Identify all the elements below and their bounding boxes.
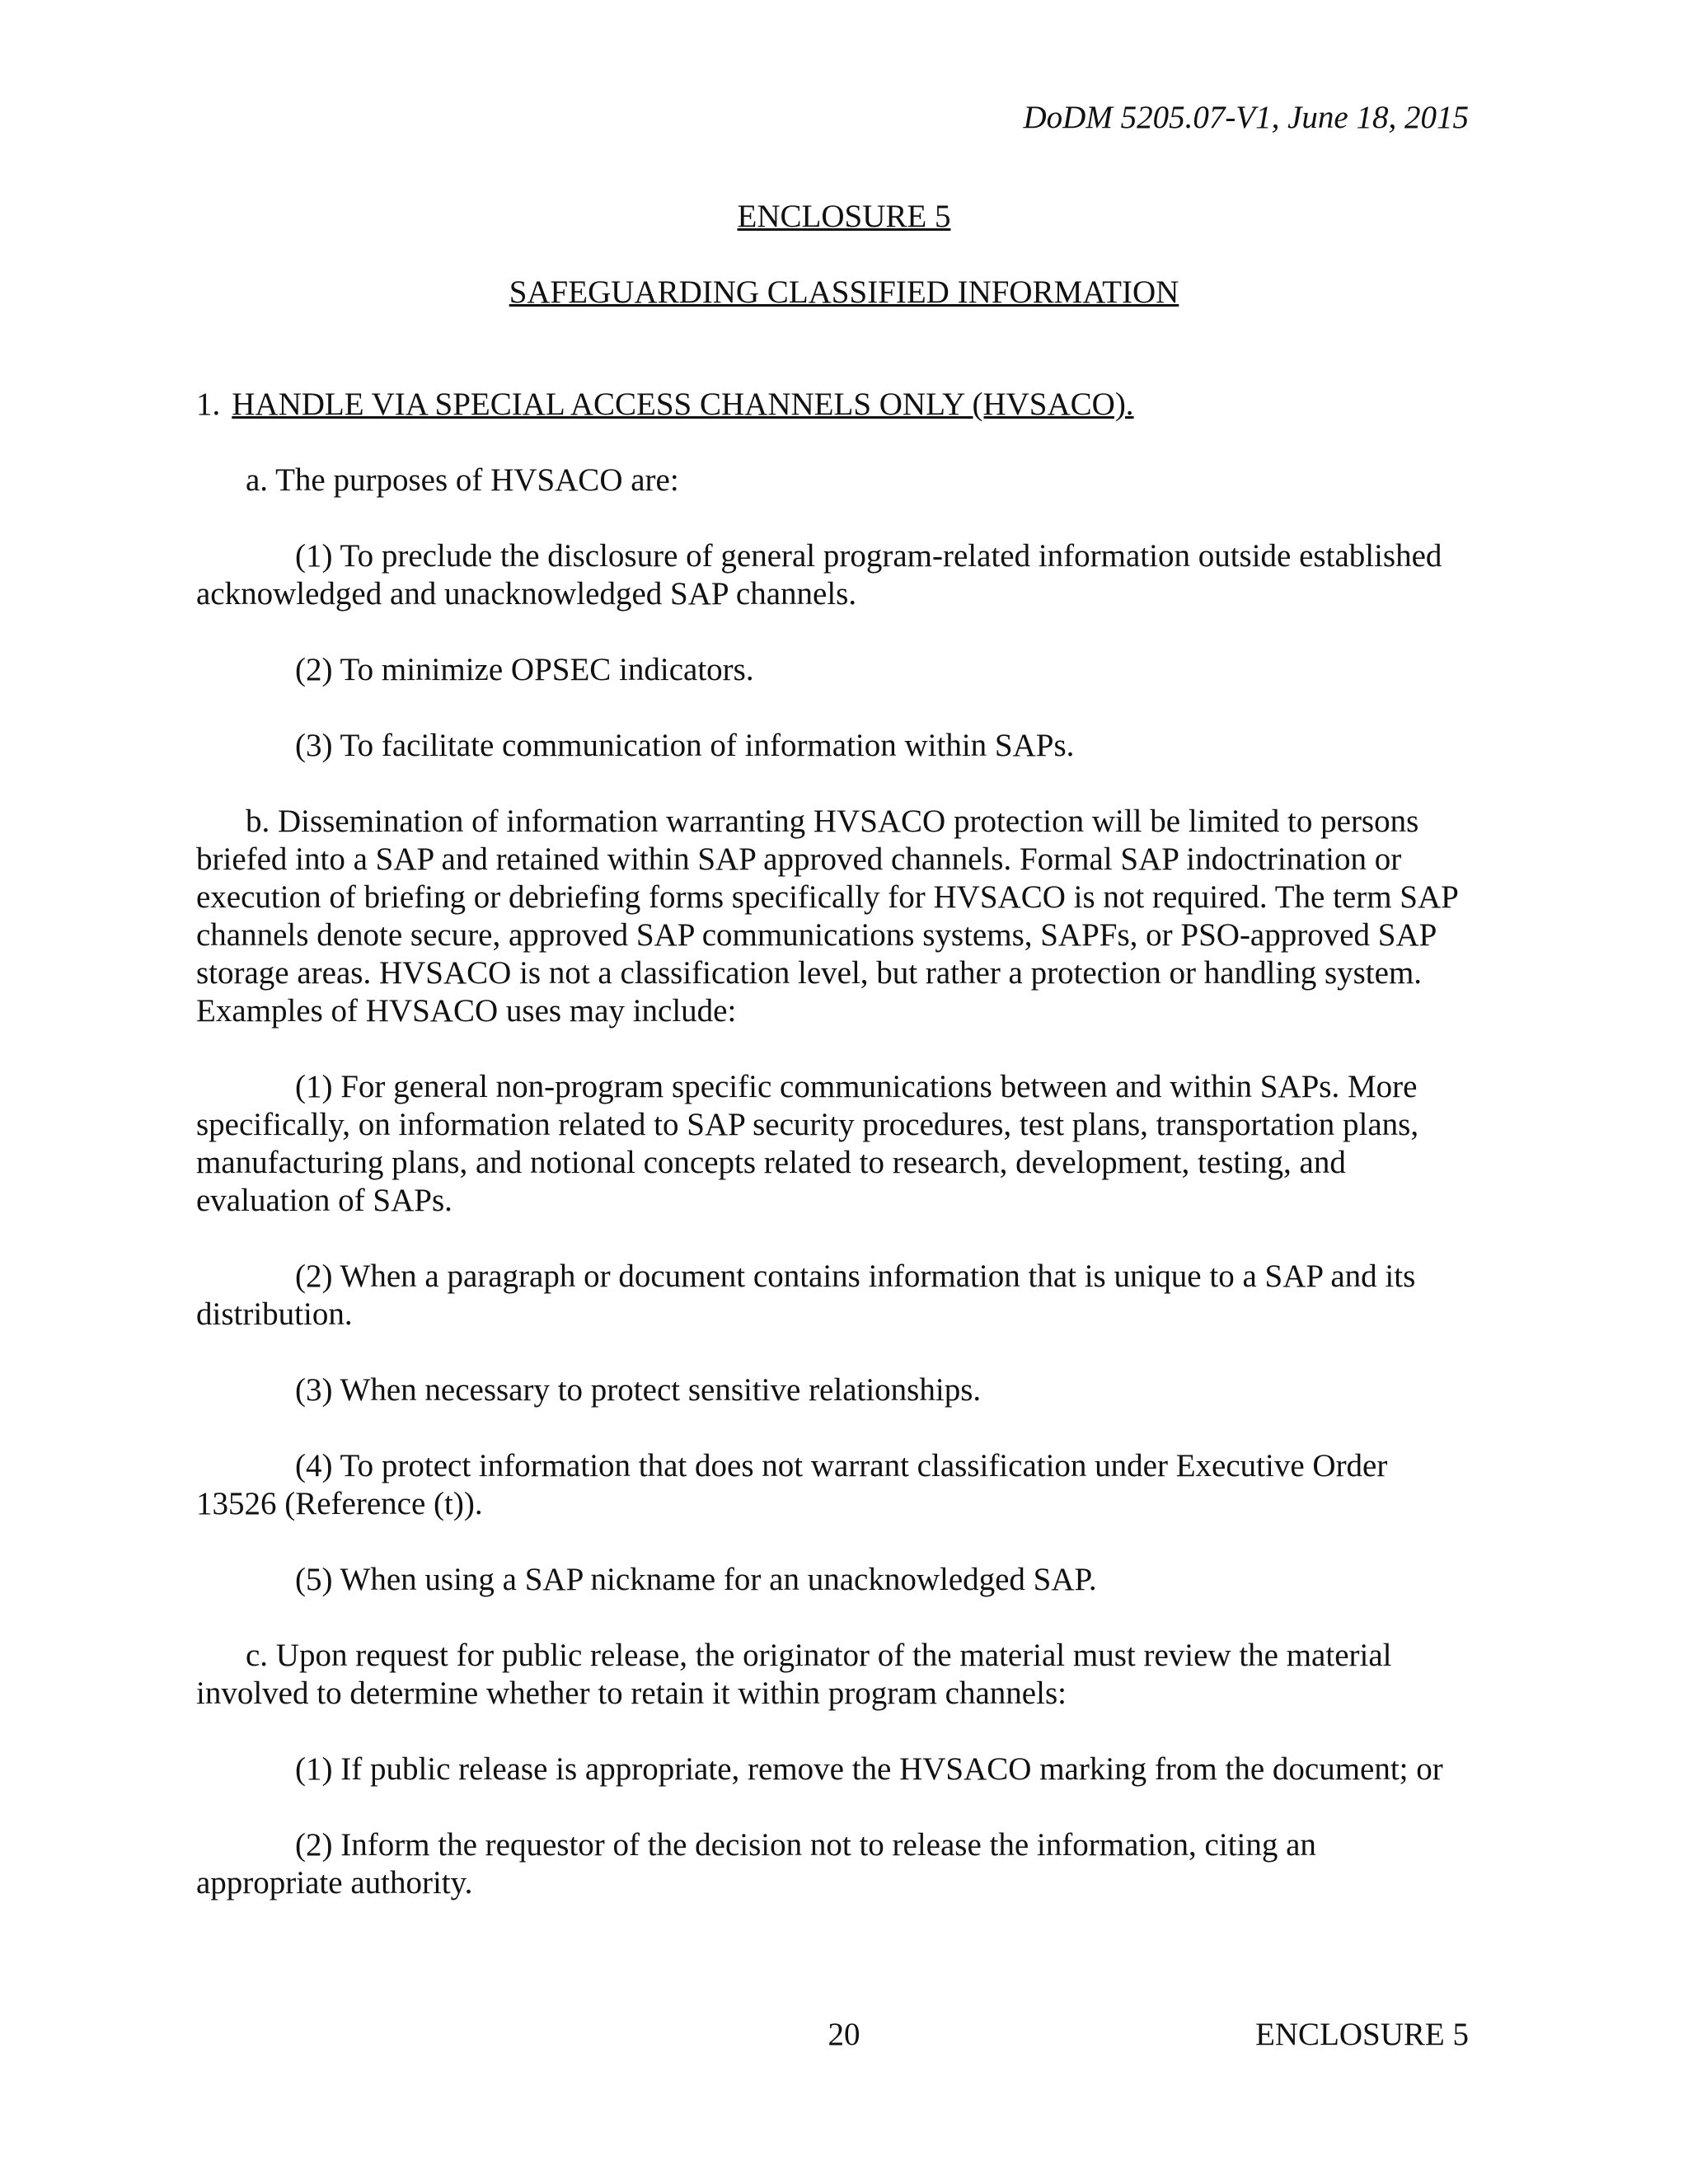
paragraph-a-1: (1) To preclude the disclosure of general program-related information outside established acknowledged and unacknowledged SAP channels. (196, 538, 1442, 612)
paragraph-b-2: (2) When a paragraph or document contains information that is unique to a SAP and its distribution. (196, 1258, 1416, 1332)
paragraph-b-3: (3) When necessary to protect sensitive relationships. (295, 1372, 982, 1408)
document-header: DoDM 5205.07-V1, June 18, 2015 (1023, 100, 1469, 135)
paragraph-c: c. Upon request for public release, the originator of the material must review the material involved to determine whether to retain it within program channels: (196, 1638, 1392, 1711)
paragraph-c-2: (2) Inform the requestor of the decision not to release the information, citing an appropriate authority. (196, 1827, 1316, 1900)
enclosure-title: ENCLOSURE 5 (737, 199, 951, 234)
paragraph-a-2: (2) To minimize OPSEC indicators. (295, 652, 754, 687)
paragraph-b-1: (1) For general non-program specific communications between and within SAPs. More specifically, on information related to SAP security procedures, test plans, transportation plans, manufacturing plans, and notional concepts related to research, development, testing, and evaluation of SAPs. (196, 1069, 1419, 1218)
paragraph-a-3: (3) To facilitate communication of information within SAPs. (295, 728, 1075, 763)
section-heading-text: HANDLE VIA SPECIAL ACCESS CHANNELS ONLY (HVSACO). (232, 387, 1134, 422)
page-number: 20 (828, 2017, 860, 2052)
document-body (196, 386, 1469, 1940)
paragraph-b-5: (5) When using a SAP nickname for an unacknowledged SAP. (295, 1562, 1097, 1597)
paragraph-b: b. Dissemination of information warranting HVSACO protection will be limited to persons briefed into a SAP and retained within SAP approved channels. Formal SAP indoctrination or execution of briefing or debriefing forms specifically for HVSACO is not required. The term SAP channels denote secure, approved SAP communications systems, SAPFs, or PSO-approved SAP storage areas. HVSACO is not a classification level, but rather a protection or handling system. Examples of HVSACO uses may include: (196, 804, 1458, 1029)
paragraph-a: a. The purposes of HVSACO are: (246, 462, 679, 498)
paragraph-b-4: (4) To protect information that does not warrant classification under Executive Order 13526 (Reference (t)). (196, 1448, 1388, 1521)
footer-enclosure: ENCLOSURE 5 (1255, 2017, 1469, 2052)
section-1-heading (196, 386, 1469, 424)
section-number: 1. (196, 387, 221, 422)
paragraph-c-1: (1) If public release is appropriate, remove the HVSACO marking from the document; or (295, 1751, 1443, 1787)
enclosure-subtitle: SAFEGUARDING CLASSIFIED INFORMATION (509, 274, 1179, 310)
